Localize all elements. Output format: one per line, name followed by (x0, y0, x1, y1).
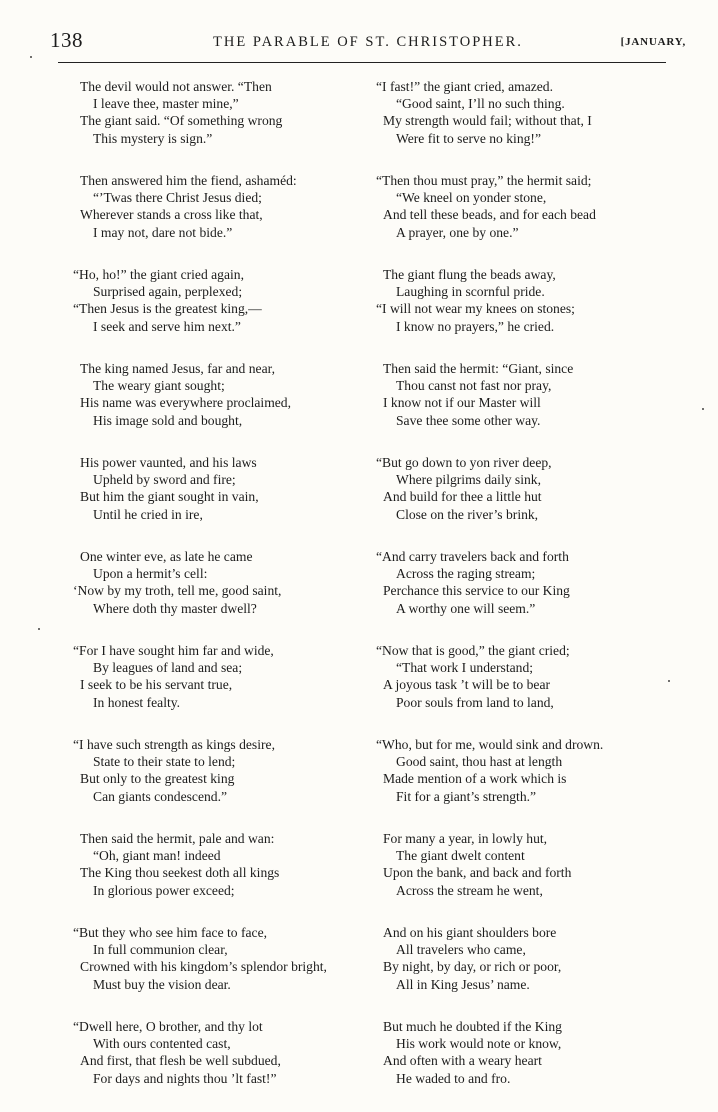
stanza (383, 924, 683, 1008)
verse-line: “I will not wear my knees on stones; (376, 301, 575, 317)
verse-line: The giant said. “Of something wrong (80, 113, 283, 129)
verse-line: “I fast!” the giant cried, amazed. (376, 79, 553, 94)
stanza (80, 78, 380, 162)
verse-line: Good saint, thou hast at length (396, 754, 563, 770)
verse-line: “Then Jesus is the greatest king,— (73, 301, 262, 317)
stanza (73, 1018, 380, 1102)
verse-line: Upheld by sword and fire; (93, 472, 236, 488)
verse-line: With ours contented cast, (93, 1036, 231, 1052)
stanza (376, 172, 683, 256)
stanza (80, 172, 380, 256)
stanza (383, 1018, 683, 1102)
verse-line: Laughing in scornful pride. (396, 284, 545, 300)
verse-line: ‘Now by my troth, tell me, good saint, (73, 583, 282, 599)
verse-line: Close on the river’s brink, (396, 506, 539, 522)
stanza (376, 266, 683, 350)
stanza (73, 266, 380, 350)
stanza (80, 360, 380, 444)
verse-line: He waded to and fro. (396, 1070, 511, 1086)
verse-line: Upon the bank, and back and forth (383, 865, 572, 881)
verse-line: His name was everywhere proclaimed, (80, 395, 291, 411)
stanza (376, 548, 683, 632)
verse-line: The giant flung the beads away, (383, 267, 556, 282)
verse-line: My strength would fail; without that, I (383, 113, 592, 129)
verse-line: I leave thee, master mine,” (93, 96, 239, 112)
verse-line: “Who, but for me, would sink and drown. (376, 737, 604, 752)
section-month: [JANUARY, (620, 36, 686, 48)
verse-line: “Ho, ho!” the giant cried again, (73, 267, 244, 282)
verse-line: “Dwell here, O brother, and thy lot (73, 1019, 263, 1034)
stanza (73, 736, 380, 820)
stanza (80, 454, 380, 538)
verse-line: “Good saint, I’ll no such thing. (396, 96, 565, 112)
verse-line: Across the stream he went, (396, 882, 543, 898)
verse-line: By night, by day, or rich or poor, (383, 959, 562, 975)
verse-line: Where pilgrims daily sink, (396, 472, 541, 488)
stanza (383, 830, 683, 914)
verse-line: Until he cried in ire, (93, 506, 203, 522)
verse-line: And build for thee a little hut (383, 489, 542, 505)
verse-line: Made mention of a work which is (383, 771, 567, 787)
verse-line: I seek and serve him next.” (93, 318, 241, 334)
verse-line: His power vaunted, and his laws (80, 455, 257, 470)
verse-line: I know not if our Master will (383, 395, 541, 411)
stanza (376, 736, 683, 820)
verse-line: “But go down to yon river deep, (376, 455, 552, 470)
running-title: THE PARABLE OF ST. CHRISTOPHER. (213, 34, 523, 50)
verse-line: Must buy the vision dear. (93, 976, 231, 992)
page-header (50, 28, 686, 54)
print-speck (668, 680, 670, 682)
verse-line: Wherever stands a cross like that, (80, 207, 263, 223)
verse-line: Across the raging stream; (396, 566, 536, 582)
verse-line: This mystery is sign.” (93, 130, 213, 146)
left-column (73, 78, 380, 1112)
verse-line: And often with a weary heart (383, 1053, 542, 1069)
verse-line: Upon a hermit’s cell: (93, 566, 208, 582)
verse-line: The devil would not answer. “Then (80, 79, 272, 94)
verse-line: Then answered him the fiend, ashaméd: (80, 173, 297, 188)
print-speck (30, 56, 32, 58)
verse-line: But much he doubted if the King (383, 1019, 562, 1034)
verse-line: I seek to be his servant true, (80, 677, 233, 693)
verse-line: Thou canst not fast nor pray, (396, 378, 552, 394)
verse-line: One winter eve, as late he came (80, 549, 253, 564)
print-speck (38, 628, 40, 630)
right-column (376, 78, 683, 1112)
stanza (376, 454, 683, 538)
verse-line: Perchance this service to our King (383, 583, 570, 599)
verse-line: All in King Jesus’ name. (396, 976, 530, 992)
stanza (80, 830, 380, 914)
verse-line: “Now that is good,” the giant cried; (376, 643, 570, 658)
verse-line: “We kneel on yonder stone, (396, 190, 547, 206)
verse-line: And tell these beads, and for each bead (383, 207, 596, 223)
verse-line: I may not, dare not bide.” (93, 224, 233, 240)
verse-line: “That work I understand; (396, 660, 534, 676)
header-rule (58, 62, 666, 63)
verse-line: Poor souls from land to land, (396, 694, 554, 710)
verse-line: By leagues of land and sea; (93, 660, 243, 676)
verse-line: Surprised again, perplexed; (93, 284, 243, 300)
stanza (73, 924, 380, 1008)
verse-line: Then said the hermit, pale and wan: (80, 831, 275, 846)
stanza (73, 548, 380, 632)
verse-line: Then said the hermit: “Giant, since (383, 361, 574, 376)
verse-line: “But they who see him face to face, (73, 925, 268, 940)
verse-line: For many a year, in lowly hut, (383, 831, 548, 846)
verse-line: State to their state to lend; (93, 754, 236, 770)
verse-line: “’Twas there Christ Jesus died; (93, 190, 262, 206)
verse-line: A prayer, one by one.” (396, 224, 519, 240)
verse-line: The giant dwelt content (396, 848, 525, 864)
page-number: 138 (50, 28, 83, 52)
verse-line: Were fit to serve no king!” (396, 130, 541, 146)
print-speck (702, 408, 704, 410)
stanza (376, 642, 683, 726)
verse-line: In glorious power exceed; (93, 882, 235, 898)
verse-line: The weary giant sought; (93, 378, 225, 394)
verse-line: I know no prayers,” he cried. (396, 318, 555, 334)
verse-line: Fit for a giant’s strength.” (396, 788, 537, 804)
verse-line: “Oh, giant man! indeed (93, 848, 221, 864)
verse-line: “Then thou must pray,” the hermit said; (376, 173, 592, 188)
verse-line: And on his giant shoulders bore (383, 925, 557, 940)
verse-line: The King thou seekest doth all kings (80, 865, 280, 881)
verse-line: All travelers who came, (396, 942, 526, 958)
verse-line: Where doth thy master dwell? (93, 600, 257, 616)
verse-line: In full communion clear, (93, 942, 228, 958)
verse-line: In honest fealty. (93, 694, 181, 710)
verse-line: “And carry travelers back and forth (376, 549, 569, 564)
stanza (73, 642, 380, 726)
verse-line: The king named Jesus, far and near, (80, 361, 275, 376)
verse-line: For days and nights thou ’lt fast!” (93, 1070, 277, 1086)
verse-line: “For I have sought him far and wide, (73, 643, 274, 658)
stanza (376, 78, 683, 162)
verse-line: His image sold and bought, (93, 412, 243, 428)
verse-line: Save thee some other way. (396, 412, 541, 428)
verse-line: But him the giant sought in vain, (80, 489, 259, 505)
verse-line: A worthy one will seem.” (396, 600, 536, 616)
stanza (383, 360, 683, 444)
verse-line: But only to the greatest king (80, 771, 235, 787)
verse-line: Crowned with his kingdom’s splendor bright, (80, 959, 327, 975)
verse-line: “I have such strength as kings desire, (73, 737, 275, 752)
verse-line: A joyous task ’t will be to bear (383, 677, 551, 693)
verse-line: Can giants condescend.” (93, 788, 228, 804)
verse-line: And first, that flesh be well subdued, (80, 1053, 281, 1069)
verse-line: His work would note or know, (396, 1036, 562, 1052)
